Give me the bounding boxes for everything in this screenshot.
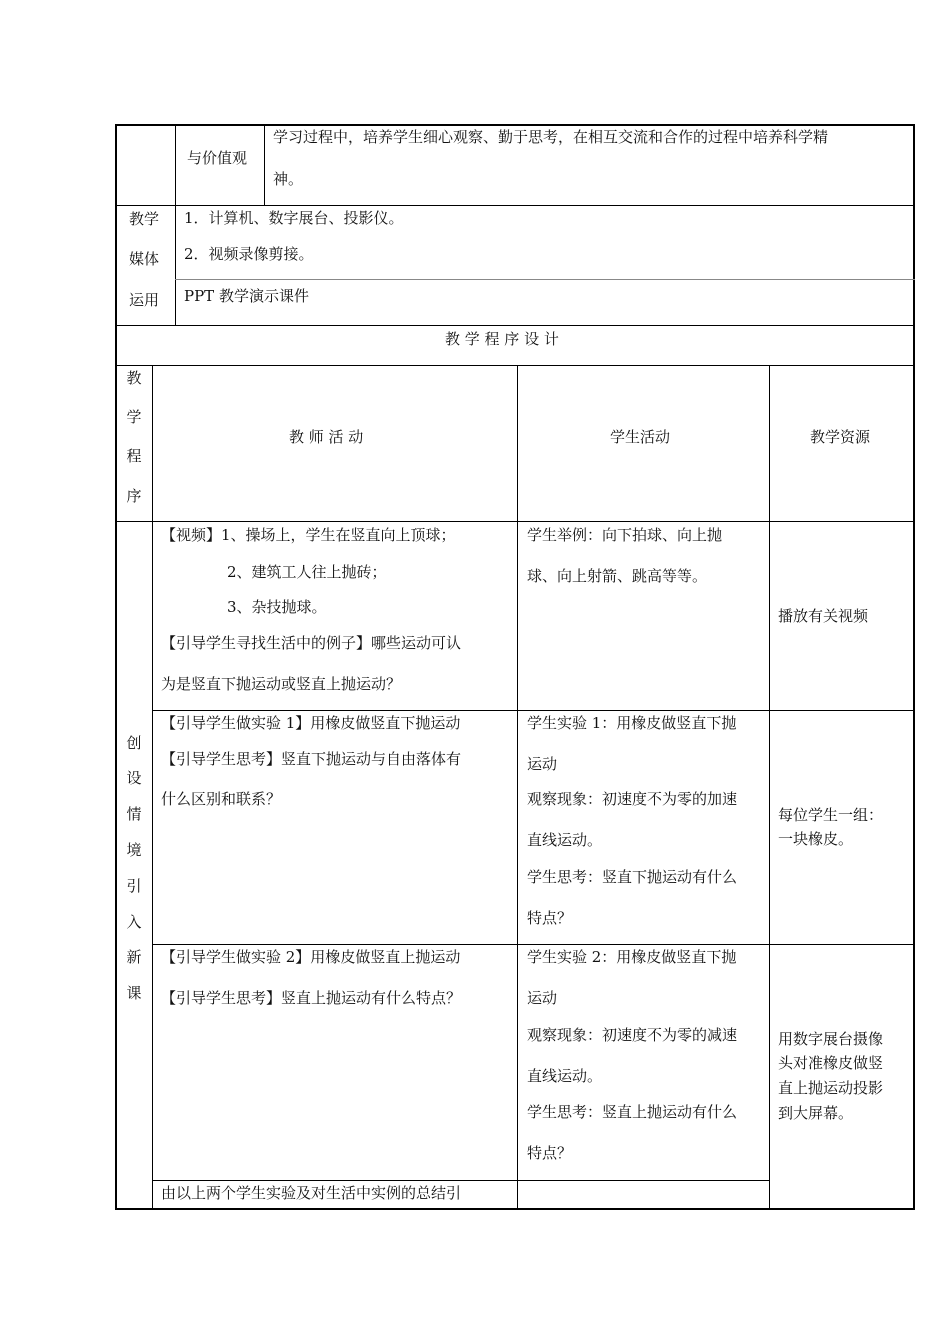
table-border-top — [115, 124, 915, 126]
procedure-char: 程 — [126, 447, 142, 465]
row2-student-line: 学生实验 1：用橡皮做竖直下抛 — [527, 714, 737, 732]
row2-student-line: 观察现象：初速度不为零的加速 — [527, 790, 738, 808]
row1-teacher-line: 为是竖直下抛运动或竖直上抛运动？ — [161, 675, 402, 693]
divider — [115, 205, 915, 206]
stage-char: 设 — [126, 769, 142, 787]
row2-student-line: 特点？ — [527, 909, 573, 927]
divider — [115, 325, 915, 326]
row2-teacher-line: 【引导学生做实验 1】用橡皮做竖直下抛运动 — [161, 714, 461, 732]
row3-student-line: 运动 — [527, 989, 558, 1007]
row3-student-line: 学生思考：竖直上抛运动有什么 — [527, 1103, 738, 1121]
stage-char: 创 — [126, 734, 142, 752]
row3-teacher-line: 【引导学生思考】竖直上抛运动有什么特点？ — [161, 989, 462, 1007]
stage-char: 境 — [126, 841, 142, 859]
values-line-1: 学习过程中，培养学生细心观察、勤于思考，在相互交流和合作的过程中培养科学精 — [273, 128, 829, 146]
header-teacher: 教 师 活 动 — [289, 428, 364, 446]
stage-char: 引 — [126, 877, 142, 895]
row1-teacher-line: 2、建筑工人往上抛砖； — [227, 563, 387, 581]
table-border-left — [115, 124, 117, 1210]
row1-teacher-line: 【引导学生寻找生活中的例子】哪些运动可认 — [161, 634, 462, 652]
divider — [769, 365, 770, 1210]
stage-char: 新 — [126, 948, 142, 966]
row2-resource-line: 每位学生一组： — [778, 806, 884, 824]
design-title: 教 学 程 序 设 计 — [445, 330, 559, 348]
divider — [175, 279, 915, 280]
row3-student-line: 直线运动。 — [527, 1067, 603, 1085]
divider — [152, 1180, 769, 1181]
row3-resource-line: 到大屏幕。 — [778, 1104, 854, 1122]
row1-teacher-line: 3、杂技抛球。 — [227, 598, 327, 616]
row3-student-line: 学生实验 2：用橡皮做竖直下抛 — [527, 948, 737, 966]
procedure-char: 学 — [126, 408, 142, 426]
divider — [264, 124, 265, 205]
header-student: 学生活动 — [610, 428, 671, 446]
divider — [175, 124, 176, 326]
header-resource: 教学资源 — [810, 428, 871, 446]
row1-resource-line: 播放有关视频 — [778, 607, 869, 625]
row2-student-line: 直线运动。 — [527, 831, 603, 849]
row3-resource-line: 用数字展台摄像 — [778, 1030, 884, 1048]
row2-student-line: 运动 — [527, 755, 558, 773]
row2-teacher-line: 【引导学生思考】竖直下抛运动与自由落体有 — [161, 750, 462, 768]
row4-teacher-line: 由以上两个学生实验及对生活中实例的总结引 — [161, 1184, 462, 1202]
media-item-2: 2．视频录像剪接。 — [184, 245, 314, 263]
media-label-2: 媒体 — [129, 250, 160, 268]
row2-teacher-line: 什么区别和联系？ — [161, 790, 282, 808]
stage-char: 情 — [126, 805, 142, 823]
row1-student-line: 学生举例：向下拍球、向上抛 — [527, 526, 723, 544]
values-line-2: 神。 — [273, 170, 304, 188]
row1-student-line: 球、向上射箭、跳高等等。 — [527, 567, 708, 585]
table-border-bottom — [115, 1208, 915, 1210]
row3-resource-line: 头对准橡皮做竖 — [778, 1054, 884, 1072]
stage-char: 入 — [126, 913, 142, 931]
procedure-char: 序 — [126, 487, 142, 505]
stage-char: 课 — [126, 984, 142, 1002]
divider — [152, 710, 915, 711]
divider — [115, 521, 915, 522]
row2-student-line: 学生思考：竖直下抛运动有什么 — [527, 868, 738, 886]
row3-student-line: 观察现象：初速度不为零的减速 — [527, 1026, 738, 1044]
row1-teacher-line: 【视频】1、操场上，学生在竖直向上顶球； — [161, 526, 456, 544]
media-label-3: 运用 — [129, 291, 160, 309]
divider — [152, 365, 153, 1210]
row3-teacher-line: 【引导学生做实验 2】用橡皮做竖直上抛运动 — [161, 948, 461, 966]
procedure-char: 教 — [126, 369, 142, 387]
media-ppt: PPT 教学演示课件 — [184, 287, 309, 305]
row3-student-line: 特点？ — [527, 1144, 573, 1162]
divider — [517, 365, 518, 1210]
values-label: 与价值观 — [187, 149, 248, 167]
divider — [152, 944, 915, 945]
table-border-right — [913, 124, 915, 1210]
media-label-1: 教学 — [129, 210, 160, 228]
row3-resource-line: 直上抛运动投影 — [778, 1079, 884, 1097]
row2-resource-line: 一块橡皮。 — [778, 830, 854, 848]
media-item-1: 1．计算机、数字展台、投影仪。 — [184, 209, 404, 227]
divider — [115, 365, 915, 366]
